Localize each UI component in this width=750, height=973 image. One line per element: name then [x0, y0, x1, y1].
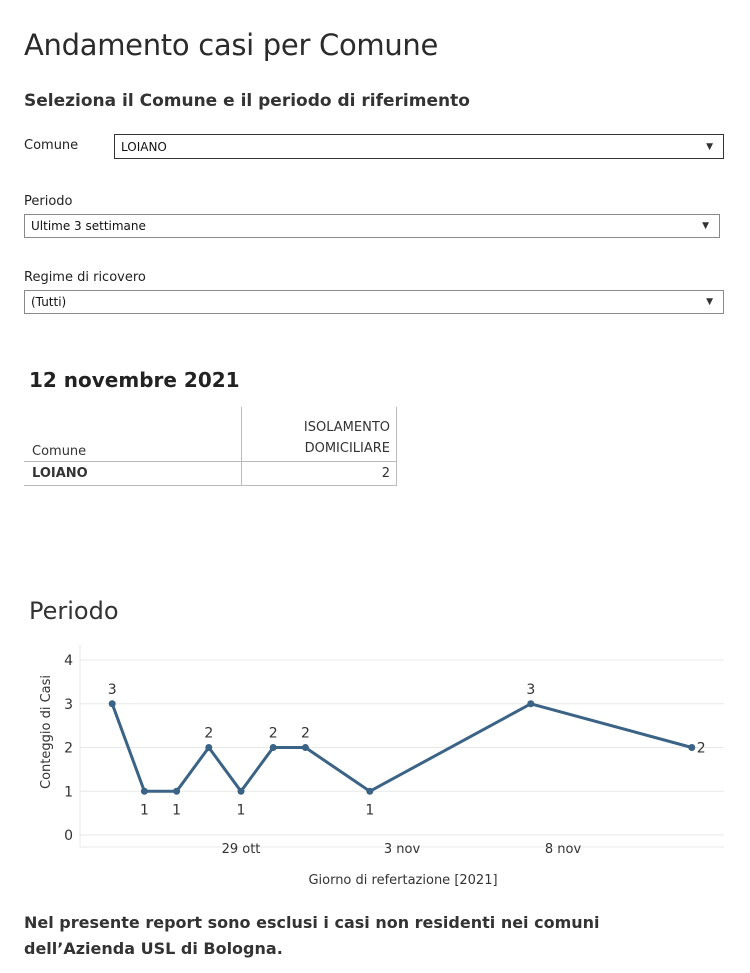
periodo-select-value: Ultime 3 settimane — [31, 219, 146, 233]
data-point — [173, 788, 180, 795]
data-label: 2 — [300, 725, 310, 742]
comune-select-value: LOIANO — [121, 139, 167, 154]
data-point — [270, 744, 277, 751]
footnote — [24, 910, 624, 962]
regime-label: Regime di ricovero — [24, 270, 146, 285]
axes — [64, 653, 581, 857]
x-tick-label: 29 ott — [221, 842, 261, 857]
summary-row-comune: LOIANO — [24, 462, 242, 486]
data-label: 2 — [268, 725, 278, 742]
chevron-down-icon: ▼ — [706, 141, 713, 152]
summary-header-comune: Comune — [24, 407, 242, 462]
chevron-down-icon: ▼ — [706, 297, 713, 307]
data-label: 2 — [204, 725, 214, 742]
line-chart — [0, 630, 750, 895]
regime-select-value: (Tutti) — [31, 295, 67, 309]
y-tick-label: 3 — [64, 696, 73, 713]
summary-header-value-line2: DOMICILIARE — [304, 441, 390, 456]
data-labels — [108, 682, 706, 819]
footnote-line1: Nel presente report sono esclusi i casi non residenti nei comuni — [24, 913, 600, 932]
y-tick-label: 1 — [64, 784, 73, 801]
x-axis-label: Giorno di refertazione [2021] — [308, 873, 498, 888]
x-tick-label: 8 nov — [544, 842, 582, 857]
summary-header-value-line1: ISOLAMENTO — [303, 420, 390, 435]
data-point — [302, 744, 309, 751]
data-label: 3 — [107, 681, 117, 698]
comune-label: Comune — [24, 138, 79, 153]
page-subtitle: Seleziona il Comune e il periodo di riferimento — [24, 91, 470, 111]
data-point — [527, 700, 534, 707]
y-tick-label: 2 — [64, 740, 73, 757]
summary-date: 12 novembre 2021 — [29, 368, 240, 392]
y-tick-label: 0 — [64, 828, 73, 844]
y-axis-label: Conteggio di Casi — [39, 675, 54, 789]
y-tick-label: 4 — [64, 653, 73, 669]
summary-table — [24, 407, 397, 486]
data-point — [109, 700, 116, 707]
data-label: 2 — [696, 740, 706, 757]
periodo-select[interactable] — [24, 214, 720, 238]
data-label: 1 — [236, 802, 246, 819]
periodo-label: Periodo — [24, 194, 73, 209]
data-point — [688, 744, 695, 751]
data-label: 1 — [365, 802, 375, 819]
data-point — [205, 744, 212, 751]
summary-row-value: 2 — [242, 462, 397, 486]
data-label: 3 — [526, 681, 536, 698]
data-point — [141, 788, 148, 795]
data-point — [238, 788, 245, 795]
x-tick-label: 3 nov — [383, 842, 421, 857]
chevron-down-icon: ▼ — [702, 221, 709, 231]
data-label: 1 — [139, 802, 149, 819]
chart-title: Periodo — [29, 597, 119, 625]
regime-select[interactable] — [24, 290, 724, 314]
comune-select[interactable] — [114, 134, 724, 159]
page-title: Andamento casi per Comune — [24, 28, 439, 62]
table-row — [24, 462, 397, 486]
summary-header-value — [242, 407, 397, 462]
footnote-line2: dell’Azienda USL di Bologna. — [24, 939, 283, 958]
data-label: 1 — [172, 802, 182, 819]
data-point — [366, 788, 373, 795]
